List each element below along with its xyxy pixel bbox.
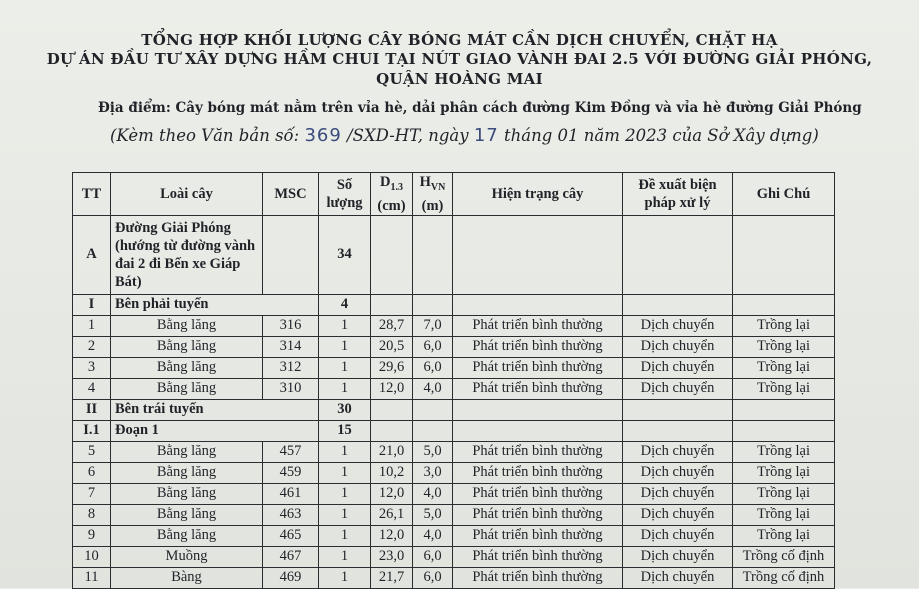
- tree-table: [72, 172, 835, 589]
- section-tt: I.1: [73, 420, 111, 441]
- handwritten-day: 17: [473, 125, 499, 146]
- cell-qty: 1: [319, 462, 371, 483]
- cell-proposal: Dịch chuyển: [623, 336, 733, 357]
- location-line: [98, 100, 862, 116]
- doc-title-line2: DỰ ÁN ĐẦU TƯ XÂY DỰNG HẦM CHUI TẠI NÚT GIAO VÀNH ĐAI 2.5 VỚI ĐƯỜNG GIẢI PHÓNG,: [46, 50, 873, 68]
- reference-middle: /SXD-HT, ngày: [341, 126, 474, 145]
- empty-cell: [413, 399, 453, 420]
- cell-tt: 3: [73, 357, 111, 378]
- empty-cell: [413, 215, 453, 294]
- cell-status: Phát triển bình thường: [453, 315, 623, 336]
- cell-msc: 310: [263, 378, 319, 399]
- cell-proposal: Dịch chuyển: [623, 315, 733, 336]
- header-d-sub: 1.3: [390, 181, 403, 193]
- empty-cell: [733, 420, 835, 441]
- cell-note: Trồng lại: [733, 525, 835, 546]
- handwritten-doc-number: 369: [304, 125, 342, 146]
- cell-d: 12,0: [371, 525, 413, 546]
- cell-tt: 6: [73, 462, 111, 483]
- header-qty: [319, 173, 371, 216]
- header-d-unit: (cm): [377, 197, 406, 214]
- empty-cell: [623, 294, 733, 315]
- cell-tt: 10: [73, 546, 111, 567]
- section-row-i: [73, 294, 835, 315]
- header-h-sub: VN: [430, 181, 446, 193]
- cell-note: Trồng lại: [733, 504, 835, 525]
- cell-status: Phát triển bình thường: [453, 504, 623, 525]
- cell-species: Bằng lăng: [111, 378, 263, 399]
- empty-cell: [623, 399, 733, 420]
- section-row: [73, 399, 835, 420]
- cell-tt: 11: [73, 567, 111, 588]
- location-label: Địa điểm:: [98, 100, 171, 116]
- cell-h: 6,0: [413, 567, 453, 588]
- cell-msc: 314: [263, 336, 319, 357]
- cell-qty: 1: [319, 441, 371, 462]
- cell-status: Phát triển bình thường: [453, 441, 623, 462]
- location-text: Cây bóng mát nằm trên vỉa hè, dải phân cách đường Kim Đồng và vỉa hè đường Giải Phóng: [170, 100, 862, 116]
- empty-cell: [733, 399, 835, 420]
- cell-h: 4,0: [413, 525, 453, 546]
- cell-tt: 8: [73, 504, 111, 525]
- cell-proposal: Dịch chuyển: [623, 462, 733, 483]
- header-proposal-top: Đề xuất biện: [638, 176, 717, 193]
- cell-h: 6,0: [413, 336, 453, 357]
- cell-species: Bằng lăng: [111, 525, 263, 546]
- cell-msc: 316: [263, 315, 319, 336]
- empty-cell: [733, 294, 835, 315]
- cell-d: 28,7: [371, 315, 413, 336]
- cell-d: 23,0: [371, 546, 413, 567]
- cell-d: 12,0: [371, 483, 413, 504]
- cell-species: Muồng: [111, 546, 263, 567]
- cell-qty: 1: [319, 483, 371, 504]
- table-row: [73, 315, 835, 336]
- section-i-tt: I: [73, 294, 111, 315]
- empty-cell: [371, 420, 413, 441]
- cell-tt: 2: [73, 336, 111, 357]
- cell-note: Trồng lại: [733, 336, 835, 357]
- cell-d: 12,0: [371, 378, 413, 399]
- cell-h: 6,0: [413, 546, 453, 567]
- cell-note: Trồng cố định: [733, 567, 835, 588]
- cell-species: Bằng lăng: [111, 357, 263, 378]
- header-species: Loài cây: [111, 173, 263, 216]
- cell-h: 7,0: [413, 315, 453, 336]
- table-row: [73, 567, 835, 588]
- section-row-a: [73, 215, 835, 294]
- empty-cell: [413, 294, 453, 315]
- header-proposal: [623, 173, 733, 216]
- section-qty: 30: [319, 399, 371, 420]
- reference-line: [110, 125, 819, 146]
- empty-cell: [453, 215, 623, 294]
- table-row: [73, 504, 835, 525]
- header-msc: MSC: [263, 173, 319, 216]
- header-qty-bottom: lượng: [326, 194, 363, 211]
- section-name: Bên trái tuyến: [111, 399, 319, 420]
- doc-title-line3: QUẬN HOÀNG MAI: [376, 70, 543, 88]
- cell-qty: 1: [319, 546, 371, 567]
- cell-msc: 463: [263, 504, 319, 525]
- empty-cell: [453, 294, 623, 315]
- cell-msc: 459: [263, 462, 319, 483]
- cell-note: Trồng lại: [733, 378, 835, 399]
- table-row: [73, 546, 835, 567]
- header-status: Hiện trạng cây: [453, 173, 623, 216]
- cell-tt: 4: [73, 378, 111, 399]
- table-row: [73, 378, 835, 399]
- section-row: [73, 420, 835, 441]
- cell-h: 6,0: [413, 357, 453, 378]
- cell-proposal: Dịch chuyển: [623, 378, 733, 399]
- cell-tt: 5: [73, 441, 111, 462]
- empty-cell: [371, 215, 413, 294]
- cell-proposal: Dịch chuyển: [623, 525, 733, 546]
- header-tt: TT: [73, 173, 111, 216]
- cell-species: Bằng lăng: [111, 462, 263, 483]
- section-i-name: Bên phải tuyến: [111, 294, 319, 315]
- cell-proposal: Dịch chuyển: [623, 567, 733, 588]
- header-qty-top: Số: [336, 176, 353, 193]
- cell-qty: 1: [319, 378, 371, 399]
- cell-note: Trồng lại: [733, 462, 835, 483]
- section-qty: 15: [319, 420, 371, 441]
- empty-cell: [413, 420, 453, 441]
- cell-note: Trồng lại: [733, 357, 835, 378]
- cell-msc: 469: [263, 567, 319, 588]
- cell-proposal: Dịch chuyển: [623, 357, 733, 378]
- empty-cell: [371, 294, 413, 315]
- cell-proposal: Dịch chuyển: [623, 483, 733, 504]
- cell-species: Bằng lăng: [111, 441, 263, 462]
- table-row: [73, 483, 835, 504]
- header-h-unit: (m): [421, 197, 444, 214]
- cell-status: Phát triển bình thường: [453, 378, 623, 399]
- header-h-top: H: [419, 174, 431, 190]
- cell-h: 3,0: [413, 462, 453, 483]
- reference-suffix: tháng 01 năm 2023 của Sở Xây dựng): [498, 126, 819, 145]
- cell-species: Bằng lăng: [111, 336, 263, 357]
- cell-msc: 457: [263, 441, 319, 462]
- table-row: [73, 462, 835, 483]
- cell-status: Phát triển bình thường: [453, 357, 623, 378]
- cell-qty: 1: [319, 315, 371, 336]
- section-a-tt: A: [73, 215, 111, 294]
- empty-cell: [623, 420, 733, 441]
- cell-proposal: Dịch chuyển: [623, 441, 733, 462]
- section-name: Đoạn 1: [111, 420, 319, 441]
- cell-qty: 1: [319, 357, 371, 378]
- cell-note: Trồng cố định: [733, 546, 835, 567]
- cell-note: Trồng lại: [733, 315, 835, 336]
- cell-status: Phát triển bình thường: [453, 546, 623, 567]
- cell-msc: 467: [263, 546, 319, 567]
- cell-species: Bằng lăng: [111, 504, 263, 525]
- cell-tt: 7: [73, 483, 111, 504]
- cell-d: 29,6: [371, 357, 413, 378]
- cell-proposal: Dịch chuyển: [623, 546, 733, 567]
- empty-cell: [453, 399, 623, 420]
- cell-msc: 465: [263, 525, 319, 546]
- table-row: [73, 441, 835, 462]
- cell-h: 5,0: [413, 441, 453, 462]
- empty-cell: [371, 399, 413, 420]
- cell-note: Trồng lại: [733, 441, 835, 462]
- cell-h: 4,0: [413, 483, 453, 504]
- section-i-qty: 4: [319, 294, 371, 315]
- cell-note: Trồng lại: [733, 483, 835, 504]
- cell-status: Phát triển bình thường: [453, 525, 623, 546]
- empty-cell: [623, 215, 733, 294]
- cell-h: 5,0: [413, 504, 453, 525]
- header-note: Ghi Chú: [733, 173, 835, 216]
- cell-msc: 461: [263, 483, 319, 504]
- header-d-top: D: [380, 174, 391, 190]
- cell-tt: 9: [73, 525, 111, 546]
- table-row: [73, 357, 835, 378]
- cell-d: 20,5: [371, 336, 413, 357]
- doc-title-line1: TỔNG HỢP KHỐI LƯỢNG CÂY BÓNG MÁT CẦN DỊCH CHUYỂN, CHẶT HẠ: [141, 31, 778, 49]
- empty-cell: [453, 420, 623, 441]
- cell-qty: 1: [319, 525, 371, 546]
- cell-species: Bằng lăng: [111, 483, 263, 504]
- header-diameter: [371, 173, 413, 216]
- reference-prefix: (Kèm theo Văn bản số:: [110, 126, 305, 145]
- table-header-row: [73, 173, 835, 216]
- cell-qty: 1: [319, 567, 371, 588]
- cell-qty: 1: [319, 336, 371, 357]
- cell-status: Phát triển bình thường: [453, 462, 623, 483]
- section-tt: II: [73, 399, 111, 420]
- section-a-name: Đường Giải Phóng (hướng từ đường vành đai 2 đi Bến xe Giáp Bát): [111, 215, 263, 294]
- cell-status: Phát triển bình thường: [453, 483, 623, 504]
- cell-d: 21,7: [371, 567, 413, 588]
- cell-species: Bàng: [111, 567, 263, 588]
- cell-d: 10,2: [371, 462, 413, 483]
- cell-status: Phát triển bình thường: [453, 567, 623, 588]
- header-height: [413, 173, 453, 216]
- empty-cell: [263, 215, 319, 294]
- cell-tt: 1: [73, 315, 111, 336]
- section-a-qty: 34: [319, 215, 371, 294]
- cell-d: 26,1: [371, 504, 413, 525]
- table-row: [73, 336, 835, 357]
- cell-h: 4,0: [413, 378, 453, 399]
- header-proposal-bottom: pháp xử lý: [644, 194, 711, 211]
- empty-cell: [733, 215, 835, 294]
- cell-msc: 312: [263, 357, 319, 378]
- cell-species: Bằng lăng: [111, 315, 263, 336]
- cell-qty: 1: [319, 504, 371, 525]
- cell-proposal: Dịch chuyển: [623, 504, 733, 525]
- cell-status: Phát triển bình thường: [453, 336, 623, 357]
- table-row: [73, 525, 835, 546]
- cell-d: 21,0: [371, 441, 413, 462]
